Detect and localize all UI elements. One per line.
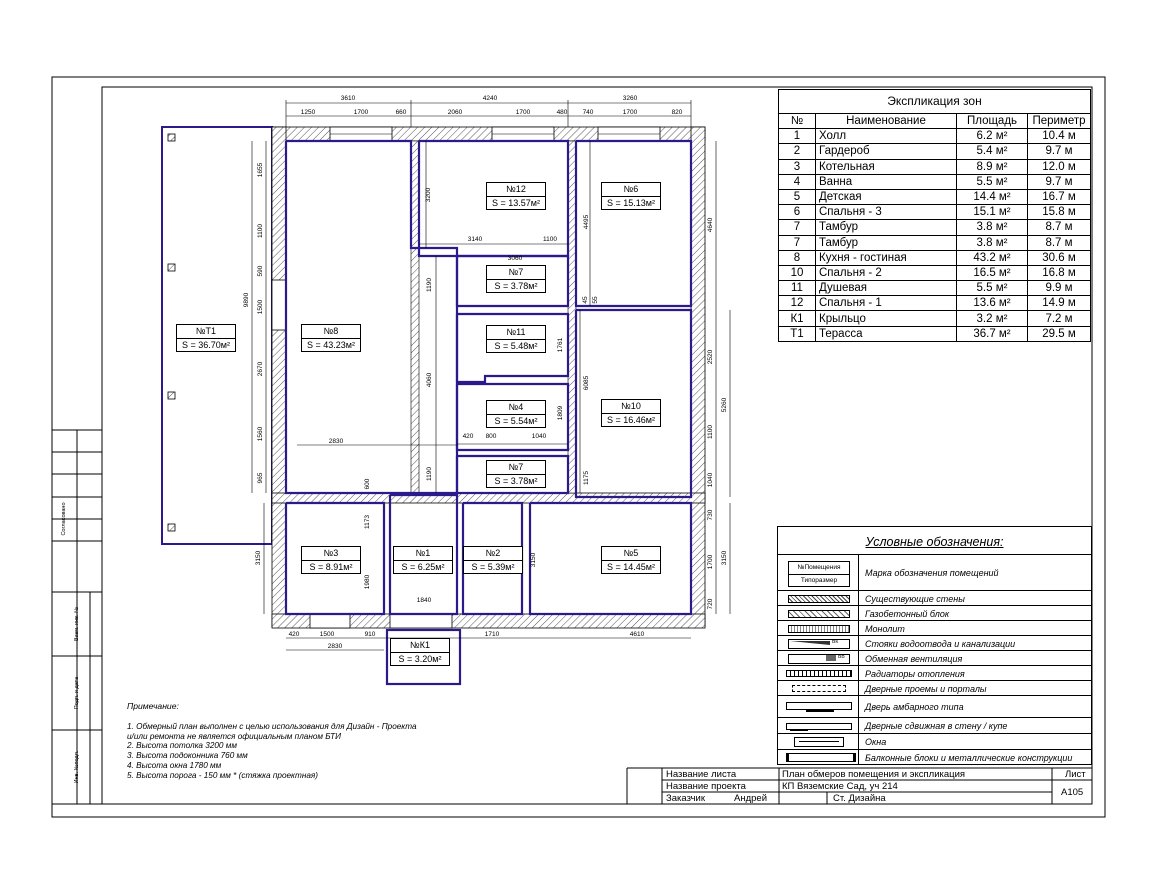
note-line: 4. Высота окна 1780 мм xyxy=(127,760,222,770)
explication-table xyxy=(778,89,1091,342)
room-number: №10 xyxy=(602,400,660,414)
row-area: 5.5 м² xyxy=(957,281,1028,296)
row-name: Холл xyxy=(816,129,957,144)
room-area: S = 3.20м² xyxy=(398,654,442,664)
room-number: №К1 xyxy=(391,639,449,653)
room-area: S = 36.70м² xyxy=(182,340,230,350)
dimension-value: 5260 xyxy=(721,397,728,413)
legend-label: Окна xyxy=(865,737,887,747)
row-name: Тамбур xyxy=(816,235,957,250)
row-area: 15.1 м² xyxy=(957,205,1028,220)
room-marker xyxy=(393,546,453,574)
dimension-value: 1700 xyxy=(622,109,638,116)
row-area: 16.5 м² xyxy=(957,265,1028,280)
ventilation-tag: ВВ xyxy=(838,654,845,660)
dimension-value: 1500 xyxy=(319,631,335,638)
row-number: 7 xyxy=(779,220,816,235)
row-perimeter: 9.7 м xyxy=(1028,144,1091,159)
dimension-value: 4060 xyxy=(426,372,433,388)
explication-row xyxy=(779,250,1090,265)
row-number: 4 xyxy=(779,174,816,189)
legend-row-existing-walls xyxy=(778,590,1091,606)
room-marker xyxy=(486,325,546,353)
room-marker-sample xyxy=(788,561,850,587)
dimension-value: 3060 xyxy=(507,255,523,262)
room-area: S = 3.78м² xyxy=(494,476,538,486)
dimension-value: 1655 xyxy=(257,162,264,178)
row-name: Кухня - гостиная xyxy=(816,250,957,265)
row-area: 8.9 м² xyxy=(957,159,1028,174)
room-area: S = 8.91м² xyxy=(309,562,353,572)
project-name: КП Вяземские Сад, уч 214 xyxy=(782,781,898,792)
dimension-value: 1700 xyxy=(515,109,531,116)
legend-label: Обменная вентиляция xyxy=(865,653,963,664)
row-name: Спальня - 3 xyxy=(816,205,957,220)
dimension-value: 3150 xyxy=(721,550,728,566)
dimension-value: 1175 xyxy=(583,471,590,485)
room-area: S = 13.57м² xyxy=(492,198,540,208)
row-name: Гардероб xyxy=(816,144,957,159)
riser-tag: ВК xyxy=(832,639,839,645)
room-number: №5 xyxy=(602,547,660,561)
room-number: №2 xyxy=(464,547,522,561)
room-number: №4 xyxy=(487,401,545,415)
dimension-value: 1700 xyxy=(353,109,369,116)
sign-date-label: Подп. и дата xyxy=(74,676,80,710)
dimension-value: 3610 xyxy=(340,95,356,102)
sheet-name-label: Название листа xyxy=(666,769,737,780)
dimension-value: 720 xyxy=(707,598,714,610)
note-line: 2. Высота потолка 3200 мм xyxy=(127,741,237,751)
row-perimeter: 29.5 м xyxy=(1028,326,1091,341)
row-name: Крыльцо xyxy=(816,311,957,326)
row-perimeter: 12.0 м xyxy=(1028,159,1091,174)
room-number: №12 xyxy=(487,183,545,197)
row-perimeter: 15.8 м xyxy=(1028,205,1091,220)
row-area: 5.5 м² xyxy=(957,174,1028,189)
ventilation-symbol xyxy=(826,655,836,661)
dimension-value: 965 xyxy=(257,472,264,484)
sliding-door-symbol xyxy=(790,730,808,731)
room-number: №8 xyxy=(302,325,360,339)
explication-row xyxy=(779,326,1090,341)
explication-header-row xyxy=(779,114,1090,129)
dimension-value: 1500 xyxy=(257,299,264,315)
explication-row xyxy=(779,235,1090,250)
room-marker xyxy=(301,324,361,352)
dimension-value: 9890 xyxy=(243,292,250,308)
dimension-value: 1761 xyxy=(557,337,564,353)
explication-row xyxy=(779,189,1090,204)
dimension-value: 1710 xyxy=(484,631,500,638)
dimension-value: 1809 xyxy=(557,405,564,421)
row-number: 12 xyxy=(779,296,816,311)
row-number: 7 xyxy=(779,235,816,250)
row-number: 5 xyxy=(779,189,816,204)
explication-row xyxy=(779,174,1090,189)
dimension-value: 4495 xyxy=(583,214,590,230)
dimension-value: 1100 xyxy=(543,236,557,243)
agreed-label: Согласовано xyxy=(61,502,67,536)
inv-orig-label: Инв. №подл. xyxy=(74,750,80,784)
gas-block-symbol xyxy=(788,610,850,618)
dimension-value: 1560 xyxy=(257,426,264,442)
dimension-value: 1700 xyxy=(707,554,714,570)
row-name: Терасса xyxy=(816,326,957,341)
room-number: №3 xyxy=(302,547,360,561)
explication-row xyxy=(779,265,1090,280)
explication-row xyxy=(779,311,1090,326)
radiator-symbol xyxy=(786,670,852,677)
dimension-value: 1173 xyxy=(364,515,371,529)
inv-replace-label: Взам. инв. № xyxy=(74,606,80,642)
room-area: S = 5.48м² xyxy=(494,341,538,351)
legend-row-monolith xyxy=(778,620,1091,636)
dimension-value: 55 xyxy=(592,296,599,304)
room-marker xyxy=(486,265,546,293)
legend-label: Существующие стены xyxy=(865,593,965,604)
room-marker xyxy=(176,324,236,352)
row-name: Тамбур xyxy=(816,220,957,235)
legend-row-door-openings xyxy=(778,680,1091,696)
row-number: 3 xyxy=(779,159,816,174)
dimension-value: 4240 xyxy=(482,95,498,102)
window-symbol xyxy=(794,737,844,747)
dimension-value: 1980 xyxy=(364,574,371,590)
note-line: 5. Высота порога - 150 мм * (стяжка проектная) xyxy=(127,770,318,780)
room-number: №Т1 xyxy=(177,325,235,339)
room-area: S = 15.13м² xyxy=(607,198,655,208)
dimension-value: 3140 xyxy=(467,236,483,243)
room-marker xyxy=(301,546,361,574)
row-perimeter: 10.4 м xyxy=(1028,129,1091,144)
row-area: 14.4 м² xyxy=(957,189,1028,204)
project-label: Название проекта xyxy=(666,781,746,792)
notes-block xyxy=(127,702,417,781)
legend-row-sliding-door xyxy=(778,717,1091,734)
row-area: 3.2 м² xyxy=(957,311,1028,326)
row-name: Спальня - 1 xyxy=(816,296,957,311)
row-number: 1 xyxy=(779,129,816,144)
dimension-value: 1840 xyxy=(416,597,432,604)
legend-label: Дверные проемы и порталы xyxy=(865,683,987,694)
monolith-symbol xyxy=(788,625,850,633)
dimension-value: 480 xyxy=(556,109,568,116)
legend-row-radiators xyxy=(778,665,1091,681)
legend-row-windows xyxy=(778,733,1091,750)
sheet-label: Лист xyxy=(1065,769,1086,780)
room-marker xyxy=(601,546,661,574)
explication-row xyxy=(779,281,1090,296)
row-name: Котельная xyxy=(816,159,957,174)
legend-row-room-marker xyxy=(778,554,1091,591)
explication-title: Экспликация зон xyxy=(779,90,1090,114)
dimension-value: 660 xyxy=(395,109,407,116)
room-marker xyxy=(486,182,546,210)
dimension-value: 3150 xyxy=(255,550,262,566)
note-line: и/или ремонта не является официальным планом БТИ xyxy=(127,731,341,741)
row-perimeter: 9.7 м xyxy=(1028,174,1091,189)
row-name: Ванна xyxy=(816,174,957,189)
legend-row-gas-block xyxy=(778,605,1091,621)
dimension-value: 1100 xyxy=(707,425,714,439)
title-block xyxy=(627,768,1092,804)
room-area: S = 5.54м² xyxy=(494,416,538,426)
dimension-value: 2830 xyxy=(327,643,343,650)
legend-label: Дверные сдвижная в стену / купе xyxy=(865,721,1008,731)
row-number: К1 xyxy=(779,311,816,326)
legend-label: Стояки водоотвода и канализации xyxy=(865,638,1016,649)
sheet-number: А105 xyxy=(1061,787,1084,798)
row-perimeter: 8.7 м xyxy=(1028,235,1091,250)
room-area: S = 16.46м² xyxy=(607,415,655,425)
header-number: № xyxy=(779,114,816,129)
sheet-name: План обмеров помещения и экспликация xyxy=(782,769,966,780)
explication-row xyxy=(779,220,1090,235)
room-number: №7 xyxy=(487,461,545,475)
row-area: 6.2 м² xyxy=(957,129,1028,144)
legend-row-balcony xyxy=(778,749,1091,765)
explication-row xyxy=(779,129,1090,144)
row-number: 8 xyxy=(779,250,816,265)
dimension-value: 4640 xyxy=(707,217,714,233)
room-number: №11 xyxy=(487,326,545,340)
dimension-value: 2060 xyxy=(447,109,463,116)
dimension-value: 3200 xyxy=(425,187,432,203)
dimension-value: 600 xyxy=(364,478,371,490)
dimension-value: 45 xyxy=(582,296,589,304)
legend-label: Дверь амбарного типа xyxy=(865,702,964,712)
row-area: 43.2 м² xyxy=(957,250,1028,265)
design-stage: Ст. Дизайна xyxy=(833,793,886,804)
room-number: №7 xyxy=(487,266,545,280)
dimension-value: 3260 xyxy=(622,95,638,102)
explication-row xyxy=(779,144,1090,159)
legend-row-ventilation xyxy=(778,650,1091,666)
room-marker xyxy=(486,460,546,488)
dimension-value: 1190 xyxy=(426,278,433,292)
client-name: Андрей xyxy=(734,793,767,804)
dimension-value: 1040 xyxy=(707,472,714,488)
explication-row xyxy=(779,296,1090,311)
row-perimeter: 14.9 м xyxy=(1028,296,1091,311)
row-area: 5.4 м² xyxy=(957,144,1028,159)
room-marker xyxy=(601,399,661,427)
door-opening-symbol xyxy=(792,685,846,692)
header-name: Наименование xyxy=(816,114,957,129)
row-number: 2 xyxy=(779,144,816,159)
room-number: №6 xyxy=(602,183,660,197)
dimension-value: 800 xyxy=(485,433,497,440)
room-marker xyxy=(486,400,546,428)
dimension-value: 2670 xyxy=(257,361,264,377)
legend-label: Газобетонный блок xyxy=(865,608,950,619)
legend-label: Балконные блоки и металлические конструкции xyxy=(865,752,1073,763)
room-area: S = 6.25м² xyxy=(401,562,445,572)
dimension-value: 820 xyxy=(671,109,683,116)
header-perimeter: Периметр xyxy=(1028,114,1091,129)
dimension-value: 3150 xyxy=(530,552,537,568)
marker-sample-top: №Помещения xyxy=(789,562,849,575)
dimension-value: 910 xyxy=(364,631,376,638)
room-area: S = 5.39м² xyxy=(471,562,515,572)
marker-sample-bottom: Типоразмер xyxy=(800,577,838,584)
dimension-value: 2830 xyxy=(328,438,344,445)
dimension-value: 1190 xyxy=(426,467,433,481)
row-number: 6 xyxy=(779,205,816,220)
dimension-value: 1100 xyxy=(257,224,264,238)
dimension-value: 730 xyxy=(707,509,714,521)
room-marker xyxy=(390,638,450,666)
note-line: 3. Высота подоконника 760 мм xyxy=(127,751,248,761)
notes-heading: Примечание: xyxy=(127,701,179,711)
row-number: Т1 xyxy=(779,326,816,341)
row-name: Спальня - 2 xyxy=(816,265,957,280)
dimension-value: 1250 xyxy=(300,109,316,116)
row-area: 3.8 м² xyxy=(957,235,1028,250)
row-area: 13.6 м² xyxy=(957,296,1028,311)
room-area: S = 43.23м² xyxy=(307,340,355,350)
legend-label: Монолит xyxy=(865,623,905,634)
row-number: 10 xyxy=(779,265,816,280)
legend-label: Радиаторы отопления xyxy=(865,668,965,679)
explication-row xyxy=(779,205,1090,220)
row-name: Детская xyxy=(816,189,957,204)
room-number: №1 xyxy=(394,547,452,561)
row-perimeter: 8.7 м xyxy=(1028,220,1091,235)
header-area: Площадь xyxy=(957,114,1028,129)
existing-wall-symbol xyxy=(788,595,850,603)
dimension-value: 1040 xyxy=(531,433,547,440)
row-perimeter: 16.8 м xyxy=(1028,265,1091,280)
dimension-value: 4610 xyxy=(629,631,645,638)
legend-label: Марка обозначения помещений xyxy=(865,568,999,578)
note-line: 1. Обмерный план выполнен с целью использования для Дизайн - Проекта xyxy=(127,721,417,731)
dimension-value: 590 xyxy=(257,265,264,277)
row-area: 3.8 м² xyxy=(957,220,1028,235)
room-area: S = 3.78м² xyxy=(494,281,538,291)
legend-row-barn-door xyxy=(778,695,1091,718)
row-perimeter: 30.6 м xyxy=(1028,250,1091,265)
balcony-symbol xyxy=(786,753,856,762)
row-perimeter: 16.7 м xyxy=(1028,189,1091,204)
legend-title: Условные обозначения: xyxy=(865,535,1004,549)
dimension-value: 420 xyxy=(288,631,300,638)
room-area: S = 14.45м² xyxy=(607,562,655,572)
row-area: 36.7 м² xyxy=(957,326,1028,341)
row-perimeter: 9.9 м xyxy=(1028,281,1091,296)
row-name: Душевая xyxy=(816,281,957,296)
explication-row xyxy=(779,159,1090,174)
dimension-value: 740 xyxy=(582,109,594,116)
room-marker xyxy=(601,182,661,210)
row-number: 11 xyxy=(779,281,816,296)
room-marker xyxy=(463,546,523,574)
dimension-value: 2520 xyxy=(707,349,714,365)
dimension-value: 420 xyxy=(462,433,474,440)
row-perimeter: 7.2 м xyxy=(1028,311,1091,326)
client-label: Заказчик xyxy=(666,793,706,804)
dimension-value: 6085 xyxy=(583,375,590,391)
barn-door-symbol xyxy=(806,710,834,712)
legend-row-risers xyxy=(778,635,1091,651)
legend-panel xyxy=(777,526,1092,765)
